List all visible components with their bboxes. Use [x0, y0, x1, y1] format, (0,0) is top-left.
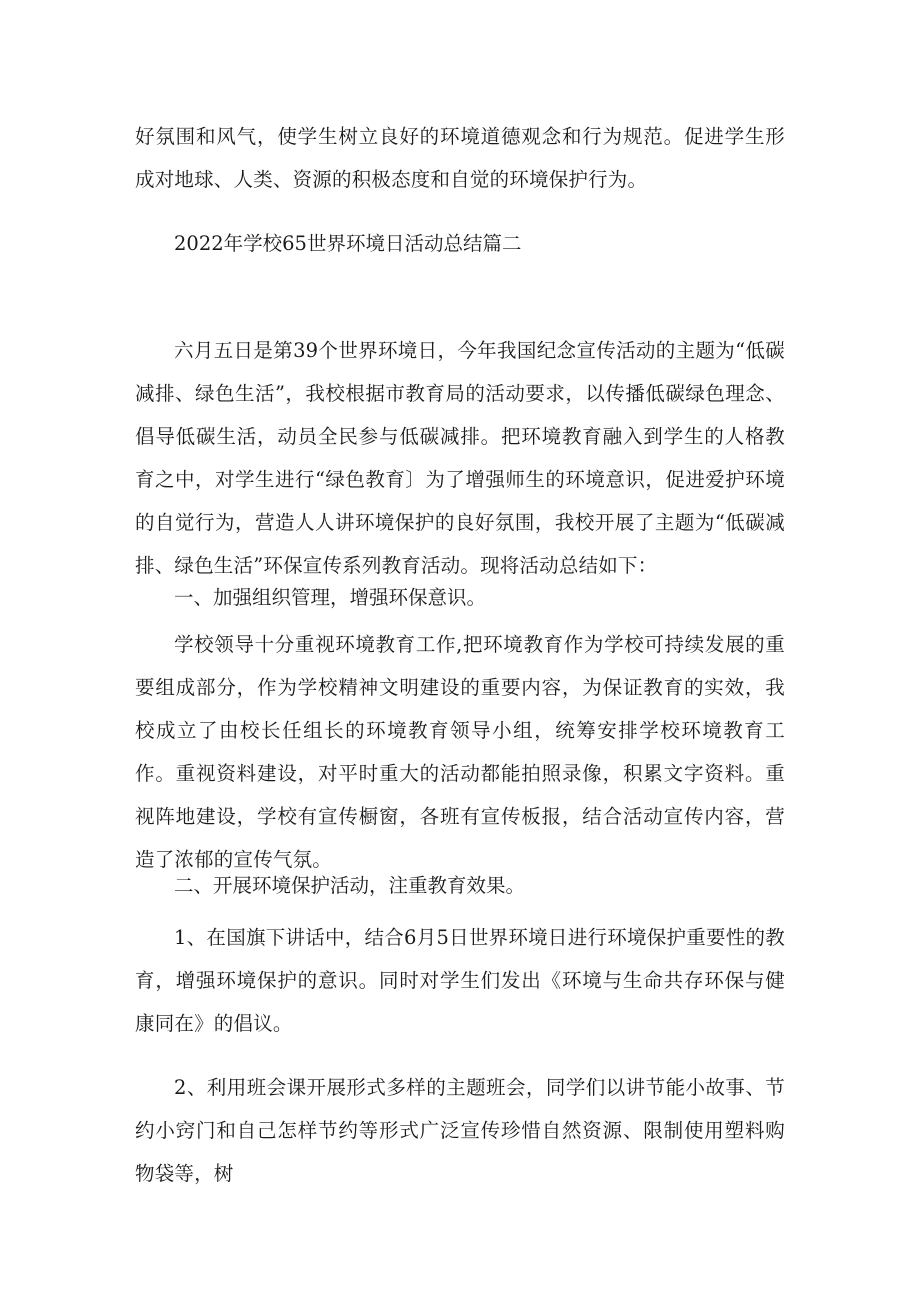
- list-item-one: 1、在国旗下讲话中，结合6月5日世界环境日进行环境保护重要性的教育，增强环境保护的意识。同时对学生们发出《环境与生命共存环保与健康同在》的倡议。: [135, 926, 785, 1035]
- heading-two: 二、开展环境保护活动，注重教育效果。: [174, 874, 526, 897]
- body-paragraph-one: 学校领导十分重视环境教育工作,把环境教育作为学校可持续发展的重要组成部分，作为学校精神文明建设的重要内容，为保证教育的实效，我校成立了由校长任组长的环境教育领导小组，统筹安排学校环境教育工作。重视资料建设，对平时重大的活动都能拍照录像，积累文字资料。重视阵地建设，学校有宣传橱窗，各班有宣传板报，结合活动宣传内容，营造了浓郁的宣传气氛。: [135, 633, 785, 871]
- continued-paragraph: 好氛围和风气，使学生树立良好的环境道德观念和行为规范。促进学生形成对地球、人类、资源的积极态度和自觉的环境保护行为。: [135, 125, 785, 191]
- intro-paragraph: 六月五日是第39个世界环境日，今年我国纪念宣传活动的主题为“低碳减排、绿色生活”，我校根据市教育局的活动要求，以传播低碳绿色理念、倡导低碳生活，动员全民参与低碳减排。把环境教育融入到学生的人格教育之中，对学生进行“绿色教育〕为了增强师生的环境意识，促进爱护环境的自觉行为，营造人人讲环境保护的良好氛围，我校开展了主题为“低碳减排、绿色生活”环保宣传系列教育活动。现将活动总结如下：: [135, 339, 785, 577]
- section-title: 2022年学校65世界环境日活动总结篇二: [174, 232, 522, 255]
- heading-one: 一、加强组织管理，增强环保意识。: [174, 586, 487, 609]
- list-item-two: 2、利用班会课开展形式多样的主题班会，同学们以讲节能小故事、节约小窍门和自己怎样节约等形式广泛宣传珍惜自然资源、限制使用塑料购物袋等，树: [135, 1076, 785, 1185]
